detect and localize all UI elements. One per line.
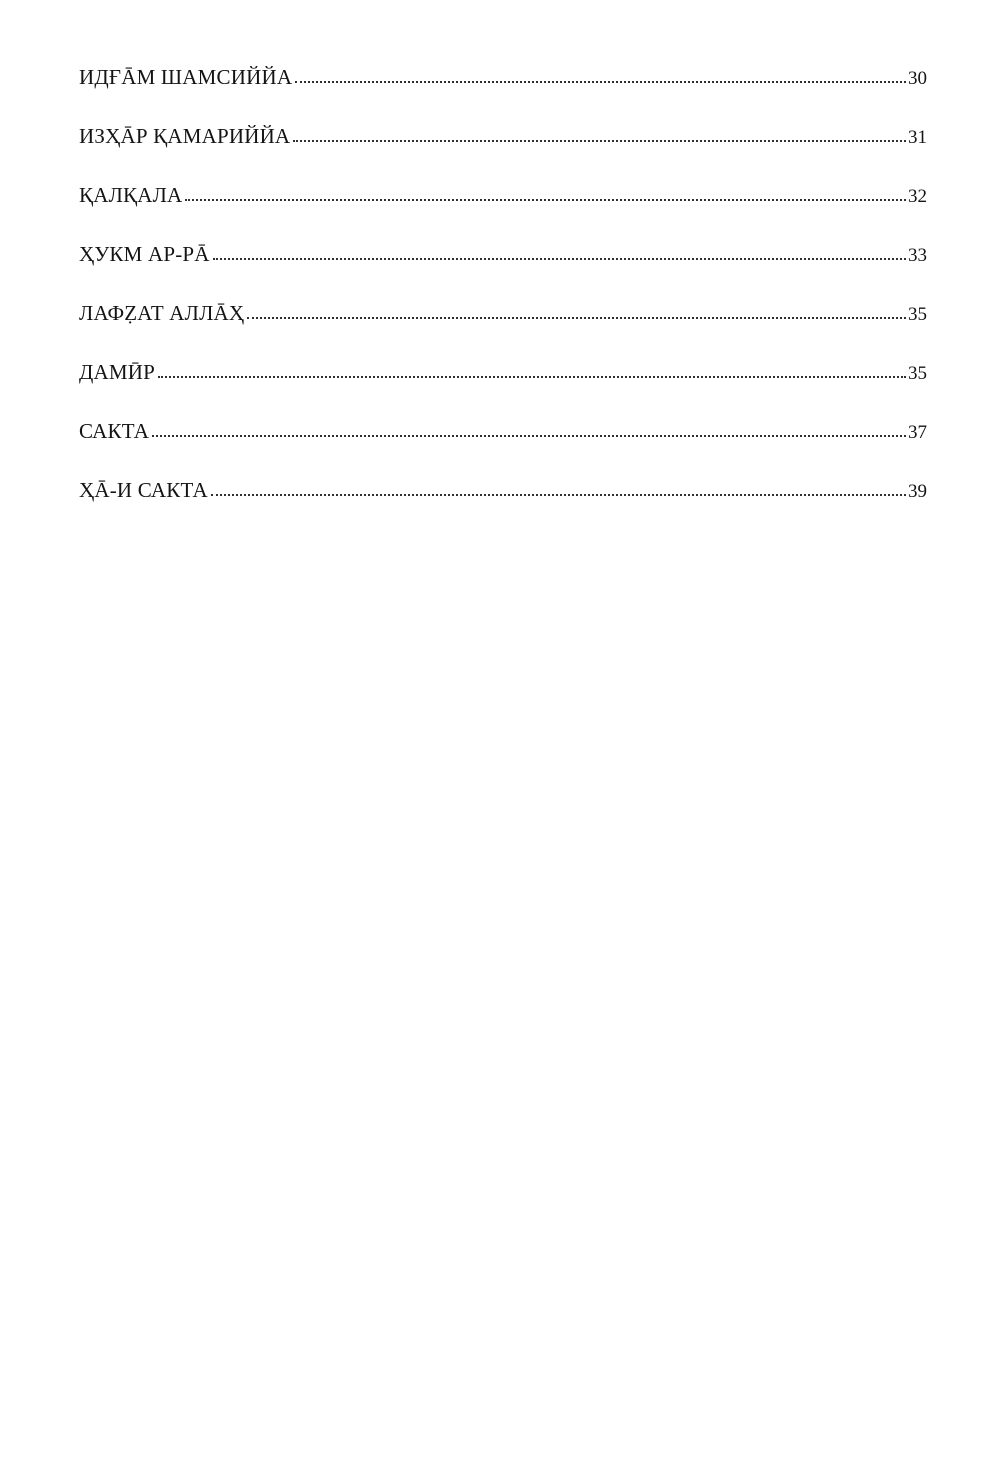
toc-entry-title: ҲĀ-И САКТА <box>79 478 208 502</box>
toc-dot-leader <box>211 489 906 496</box>
toc-dot-leader <box>213 253 906 260</box>
toc-dot-leader <box>295 76 906 83</box>
toc-entry-title: ИДҒĀМ ШАМСИЙЙА <box>79 65 293 89</box>
toc-entry <box>79 121 927 180</box>
toc-entry-page: 35 <box>908 304 927 325</box>
toc-entry <box>79 357 927 416</box>
toc-entry <box>79 239 927 298</box>
toc-entry-title: ҚАЛҚАЛА <box>79 183 183 207</box>
toc-entry <box>79 416 927 475</box>
toc-entry-page: 33 <box>908 245 927 266</box>
toc-entry <box>79 475 927 534</box>
toc-entry-title: ҲУКМ АР-РĀ <box>79 242 210 266</box>
toc-dot-leader <box>247 312 906 319</box>
toc-entry <box>79 62 927 121</box>
toc-entry-page: 35 <box>908 363 927 384</box>
toc-entry <box>79 180 927 239</box>
toc-entry-page: 31 <box>908 127 927 148</box>
toc-entry-title: САКТА <box>79 419 150 443</box>
toc-dot-leader <box>152 430 906 437</box>
table-of-contents <box>79 62 927 534</box>
toc-dot-leader <box>158 371 906 378</box>
toc-entry-page: 37 <box>908 422 927 443</box>
toc-entry-page: 32 <box>908 186 927 207</box>
toc-entry <box>79 298 927 357</box>
toc-entry-title: ИЗҲĀР ҚАМАРИЙЙА <box>79 124 291 148</box>
toc-entry-page: 39 <box>908 481 927 502</box>
toc-entry-page: 30 <box>908 68 927 89</box>
toc-entry-title: ЛАФẒАТ АЛЛĀҲ <box>79 301 245 325</box>
toc-dot-leader <box>185 194 906 201</box>
toc-dot-leader <box>293 135 906 142</box>
toc-entry-title: ДАМӢР <box>79 360 156 384</box>
